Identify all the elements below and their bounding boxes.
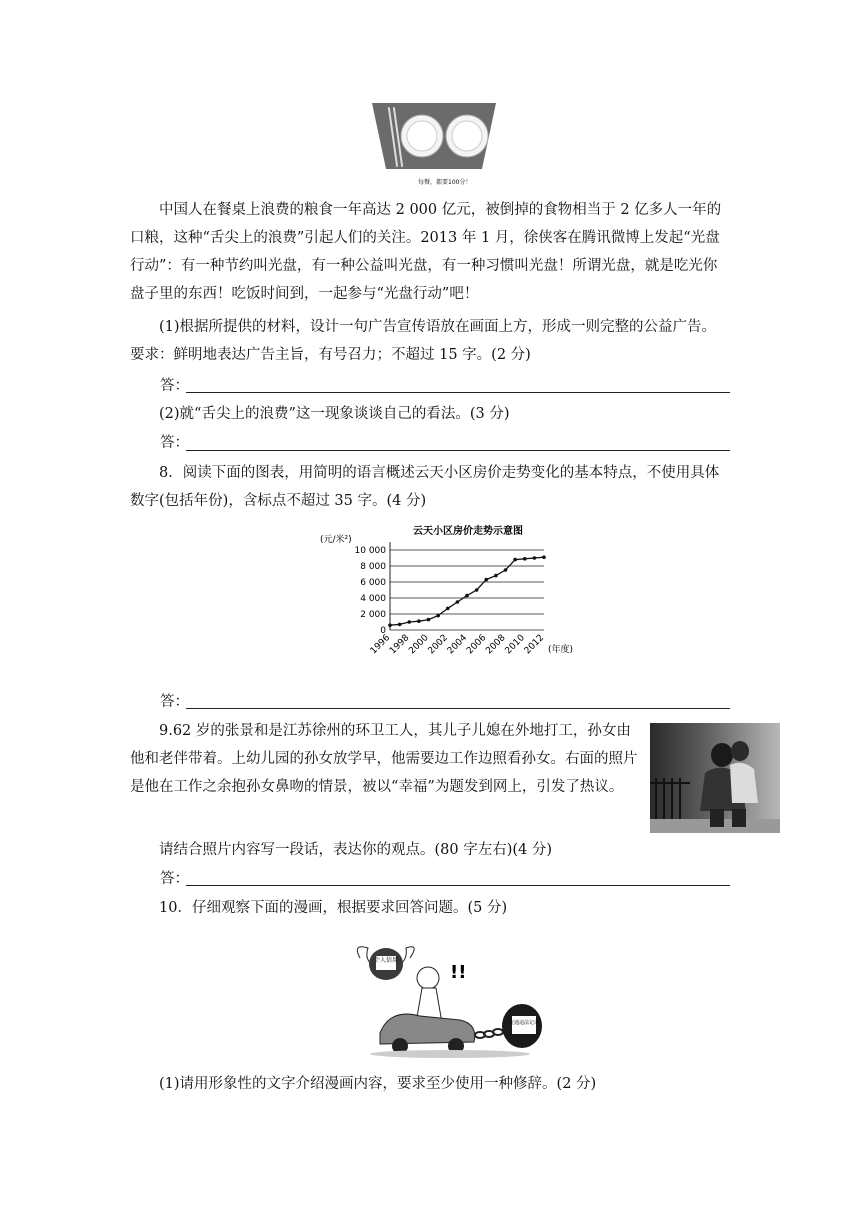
x-tick-label: 2008 xyxy=(484,633,508,657)
answer-label-1: 答： xyxy=(160,378,189,394)
question-10-1: (1)请用形象性的文字介绍漫画内容，要求至少使用一种修辞。(2 分) xyxy=(159,1076,597,1092)
answer-line-1[interactable] xyxy=(186,392,730,393)
y-tick-label: 8 000 xyxy=(360,562,386,572)
question-7-1: (1)根据所提供的材料，设计一句广告宣传语放在画面上方，形成一则完整的公益广告。要求：鲜明地表达广告主旨，有号召力；不超过 15 字。(2 分) xyxy=(130,319,717,363)
data-point xyxy=(513,558,517,562)
data-point xyxy=(484,578,488,582)
plate-illustration xyxy=(372,103,496,185)
data-point xyxy=(398,623,402,627)
y-tick-label: 6 000 xyxy=(360,578,386,588)
answer-line-2[interactable] xyxy=(186,450,730,451)
x-tick-label: 1998 xyxy=(388,633,412,657)
y-tick-label: 2 000 xyxy=(360,610,386,620)
x-tick-label: 2002 xyxy=(426,633,450,657)
data-point xyxy=(465,594,469,598)
x-tick-label: 2006 xyxy=(465,633,489,657)
data-point xyxy=(475,588,479,592)
data-point xyxy=(407,620,411,624)
answer-label-2: 答： xyxy=(160,435,189,451)
answer-line-3[interactable] xyxy=(186,708,730,709)
exclaim-mark: !! xyxy=(450,962,467,983)
data-point xyxy=(446,607,450,611)
y-axis-label: (元/米²) xyxy=(320,535,352,545)
y-tick-label: 4 000 xyxy=(360,594,386,604)
apple-label: 个人信用 xyxy=(373,957,399,964)
x-axis-label: (年度) xyxy=(548,645,574,655)
price-line xyxy=(390,557,544,625)
data-point xyxy=(456,600,460,604)
ball-label: 交通违法记录 xyxy=(508,1020,540,1026)
plate-caption: 每餐，都要100分！ xyxy=(418,179,472,186)
data-point xyxy=(504,568,508,572)
data-point xyxy=(388,623,392,627)
answer-label-3: 答： xyxy=(160,694,189,710)
question-8: 8．阅读下面的图表，用简明的语言概述云天小区房价走势变化的基本特点，不使用具体数字(包括年份)，含标点不超过 35 字。(4 分) xyxy=(130,465,720,509)
data-point xyxy=(542,555,546,559)
chart-title: 云天小区房价走势示意图 xyxy=(413,526,523,537)
question-10: 10．仔细观察下面的漫画，根据要求回答问题。(5 分) xyxy=(159,900,508,916)
y-tick-label: 0 xyxy=(380,626,386,636)
data-point xyxy=(494,574,498,578)
intro-paragraph: 中国人在餐桌上浪费的粮食一年高达 2 000 亿元，被倒掉的食物相当于 2 亿多人一年的口粮，这种“舌尖上的浪费”引起人们的关注。2013 年 1 月，徐侠客在腾讯微博上发起“光盘行动”：有一种节约叫光盘，有一种公益叫光盘，有一种习惯叫光盘！所谓光盘，就是吃光你盘子里的东西！吃饭时间到，一起参与“光盘行动”吧！ xyxy=(130,202,722,302)
x-tick-label: 2000 xyxy=(407,633,431,657)
x-tick-label: 1996 xyxy=(368,633,393,657)
answer-line-4[interactable] xyxy=(186,885,730,886)
question-9-task: 请结合照片内容写一段话，表达你的观点。(80 字左右)(4 分) xyxy=(159,842,553,858)
y-tick-label: 10 000 xyxy=(354,546,386,556)
data-point xyxy=(417,619,421,623)
data-point xyxy=(533,556,537,560)
data-point xyxy=(523,557,527,561)
x-tick-label: 2012 xyxy=(522,633,547,657)
question-7-2: (2)就“舌尖上的浪费”这一现象谈谈自己的看法。(3 分) xyxy=(159,406,510,422)
data-point xyxy=(427,618,431,622)
data-point xyxy=(436,614,440,618)
answer-label-4: 答： xyxy=(160,871,189,887)
question-9: 9.62 岁的张景和是江苏徐州的环卫工人，其儿子儿媳在外地打工，孙女由他和老伴带着。上幼儿园的孙女放学早，他需要边工作边照看孙女。右面的照片是他在工作之余抱孙女鼻吻的情景，被以“幸福”为题发到网上，引发了热议。 xyxy=(130,723,638,795)
plate-image xyxy=(372,103,496,185)
x-tick-label: 2010 xyxy=(503,633,527,657)
price-trend-chart xyxy=(312,520,602,670)
chart-svg xyxy=(312,520,602,670)
grandpa-photo xyxy=(650,723,780,833)
cartoon-illustration xyxy=(350,938,550,1063)
x-tick-label: 2004 xyxy=(445,633,470,657)
